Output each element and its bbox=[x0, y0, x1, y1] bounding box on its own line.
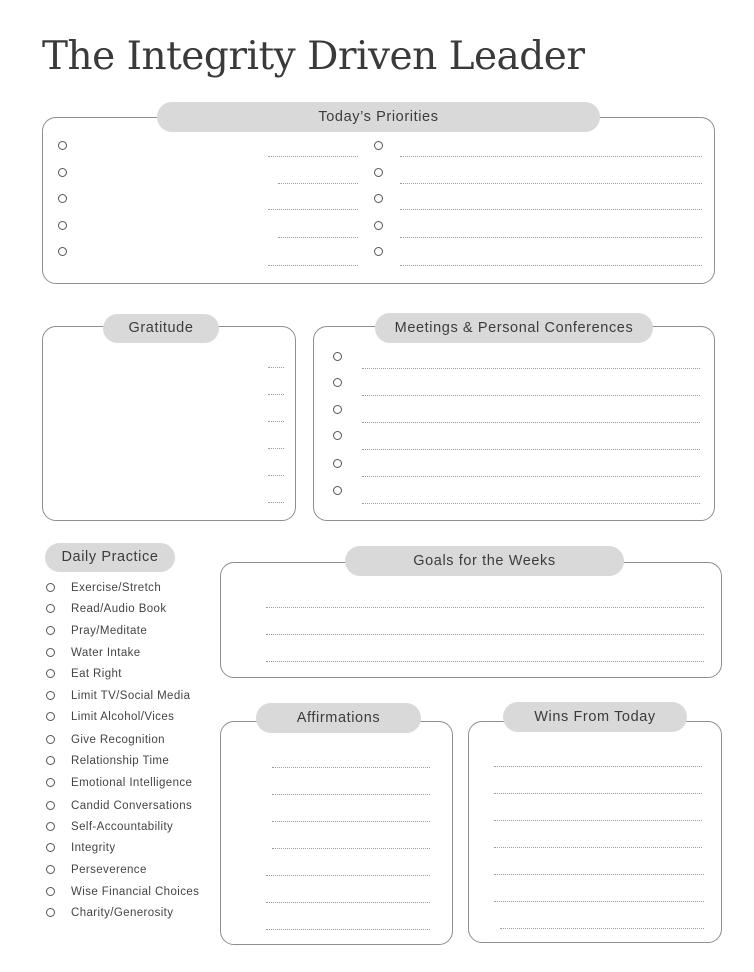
affirmation-line[interactable] bbox=[272, 821, 430, 822]
meeting-checkbox-4[interactable] bbox=[333, 431, 342, 440]
priority-checkbox-8[interactable] bbox=[374, 194, 383, 203]
win-line[interactable] bbox=[494, 901, 704, 902]
meeting-line[interactable] bbox=[362, 503, 700, 504]
gratitude-line[interactable] bbox=[268, 448, 284, 449]
affirmation-line[interactable] bbox=[272, 794, 430, 795]
practice-checkbox[interactable] bbox=[46, 691, 55, 700]
gratitude-line[interactable] bbox=[268, 367, 284, 368]
priority-checkbox-5[interactable] bbox=[58, 247, 67, 256]
practice-item-label: Pray/Meditate bbox=[71, 625, 148, 637]
practice-checkbox[interactable] bbox=[46, 887, 55, 896]
priority-checkbox-4[interactable] bbox=[58, 221, 67, 230]
win-line[interactable] bbox=[494, 847, 702, 848]
meetings-header: Meetings & Personal Conferences bbox=[375, 313, 653, 343]
practice-checkbox[interactable] bbox=[46, 648, 55, 657]
practice-checkbox[interactable] bbox=[46, 604, 55, 613]
meetings-box bbox=[313, 326, 715, 521]
meeting-checkbox-5[interactable] bbox=[333, 459, 342, 468]
practice-item-label: Emotional Intelligence bbox=[71, 777, 193, 789]
affirmation-line[interactable] bbox=[266, 875, 430, 876]
practice-item-label: Perseverence bbox=[71, 864, 147, 876]
goal-line[interactable] bbox=[266, 634, 704, 635]
practice-item-label: Water Intake bbox=[71, 647, 141, 659]
practice-item-label: Wise Financial Choices bbox=[71, 886, 200, 898]
practice-item-label: Read/Audio Book bbox=[71, 603, 167, 615]
affirmation-line[interactable] bbox=[272, 767, 430, 768]
priority-checkbox-1[interactable] bbox=[58, 141, 67, 150]
priority-line[interactable] bbox=[278, 237, 358, 238]
goals-header: Goals for the Weeks bbox=[345, 546, 624, 576]
affirmation-line[interactable] bbox=[266, 929, 430, 930]
priority-checkbox-3[interactable] bbox=[58, 194, 67, 203]
win-line[interactable] bbox=[494, 874, 704, 875]
affirmation-line[interactable] bbox=[266, 902, 430, 903]
priority-line[interactable] bbox=[400, 183, 702, 184]
meeting-checkbox-3[interactable] bbox=[333, 405, 342, 414]
priority-line[interactable] bbox=[400, 156, 702, 157]
practice-checkbox[interactable] bbox=[46, 756, 55, 765]
practice-item-label: Relationship Time bbox=[71, 755, 170, 767]
practice-checkbox[interactable] bbox=[46, 626, 55, 635]
practice-checkbox[interactable] bbox=[46, 735, 55, 744]
daily-practice-header: Daily Practice bbox=[45, 543, 175, 572]
win-line[interactable] bbox=[500, 928, 704, 929]
affirmations-box bbox=[220, 721, 453, 945]
meeting-line[interactable] bbox=[362, 422, 700, 423]
priority-line[interactable] bbox=[268, 265, 358, 266]
practice-item-label: Eat Right bbox=[71, 668, 122, 680]
meeting-line[interactable] bbox=[362, 368, 700, 369]
priority-line[interactable] bbox=[268, 209, 358, 210]
meeting-line[interactable] bbox=[362, 476, 700, 477]
practice-checkbox[interactable] bbox=[46, 778, 55, 787]
practice-item-label: Exercise/Stretch bbox=[71, 582, 162, 594]
affirmation-line[interactable] bbox=[272, 848, 430, 849]
page-title: The Integrity Driven Leader bbox=[42, 34, 585, 79]
win-line[interactable] bbox=[494, 766, 702, 767]
gratitude-box bbox=[42, 326, 296, 521]
priority-line[interactable] bbox=[400, 209, 702, 210]
practice-checkbox[interactable] bbox=[46, 865, 55, 874]
meeting-checkbox-1[interactable] bbox=[333, 352, 342, 361]
practice-checkbox[interactable] bbox=[46, 801, 55, 810]
priority-checkbox-6[interactable] bbox=[374, 141, 383, 150]
gratitude-line[interactable] bbox=[268, 475, 284, 476]
practice-checkbox[interactable] bbox=[46, 712, 55, 721]
practice-item-label: Limit TV/Social Media bbox=[71, 690, 191, 702]
practice-checkbox[interactable] bbox=[46, 843, 55, 852]
wins-box bbox=[468, 721, 722, 943]
priority-line[interactable] bbox=[268, 156, 358, 157]
priorities-header: Today’s Priorities bbox=[157, 102, 600, 132]
priority-line[interactable] bbox=[278, 183, 358, 184]
practice-checkbox[interactable] bbox=[46, 822, 55, 831]
practice-item-label: Candid Conversations bbox=[71, 800, 193, 812]
priority-checkbox-2[interactable] bbox=[58, 168, 67, 177]
practice-item-label: Give Recognition bbox=[71, 734, 165, 746]
meeting-checkbox-2[interactable] bbox=[333, 378, 342, 387]
priority-checkbox-9[interactable] bbox=[374, 221, 383, 230]
goal-line[interactable] bbox=[266, 607, 704, 608]
meeting-line[interactable] bbox=[362, 395, 700, 396]
practice-item-label: Self-Accountability bbox=[71, 821, 174, 833]
affirmations-header: Affirmations bbox=[256, 703, 421, 733]
gratitude-line[interactable] bbox=[268, 502, 284, 503]
practice-checkbox[interactable] bbox=[46, 908, 55, 917]
practice-item-label: Charity/Generosity bbox=[71, 907, 174, 919]
meeting-checkbox-6[interactable] bbox=[333, 486, 342, 495]
practice-item-label: Limit Alcohol/Vices bbox=[71, 711, 175, 723]
gratitude-line[interactable] bbox=[268, 421, 284, 422]
win-line[interactable] bbox=[494, 793, 702, 794]
wins-header: Wins From Today bbox=[503, 702, 687, 732]
gratitude-header: Gratitude bbox=[103, 314, 219, 343]
priority-line[interactable] bbox=[400, 237, 702, 238]
priority-checkbox-7[interactable] bbox=[374, 168, 383, 177]
practice-checkbox[interactable] bbox=[46, 669, 55, 678]
gratitude-line[interactable] bbox=[268, 394, 284, 395]
priority-checkbox-10[interactable] bbox=[374, 247, 383, 256]
practice-item-label: Integrity bbox=[71, 842, 116, 854]
win-line[interactable] bbox=[494, 820, 702, 821]
goal-line[interactable] bbox=[266, 661, 704, 662]
meeting-line[interactable] bbox=[362, 449, 700, 450]
priority-line[interactable] bbox=[400, 265, 702, 266]
practice-checkbox[interactable] bbox=[46, 583, 55, 592]
